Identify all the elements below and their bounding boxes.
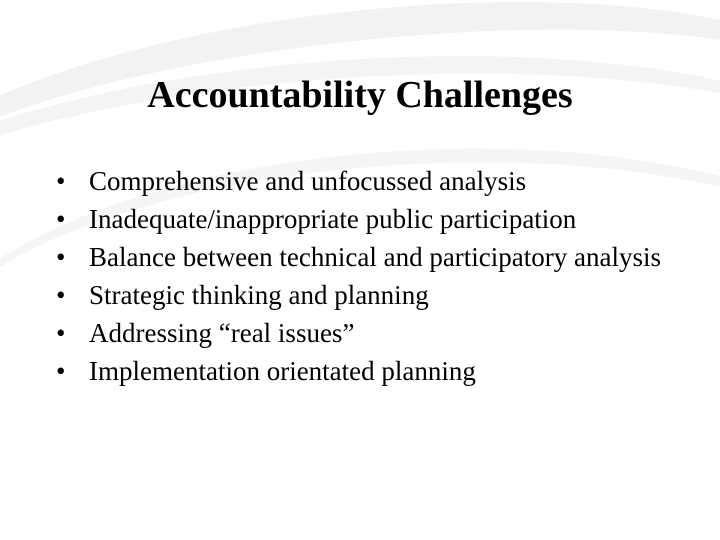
bullet-item [56, 276, 676, 314]
bullet-item [56, 238, 676, 276]
bullet-icon: • [56, 204, 66, 234]
bullet-item [56, 352, 676, 390]
bullet-icon: • [56, 280, 66, 310]
bullet-text: Strategic thinking and planning [89, 280, 429, 310]
bullet-text: Implementation orientated planning [89, 356, 476, 386]
bullet-text: Comprehensive and unfocussed analysis [89, 166, 527, 196]
bullet-item [56, 314, 676, 352]
bullet-icon: • [56, 356, 66, 386]
bullet-item [56, 162, 676, 200]
bullet-text: Balance between technical and participatory analysis [89, 242, 661, 272]
slide-title: Accountability Challenges [147, 74, 573, 116]
bullet-list [56, 162, 676, 390]
bullet-text: Inadequate/inappropriate public participation [89, 204, 577, 234]
bullet-icon: • [56, 318, 66, 348]
bullet-icon: • [56, 166, 66, 196]
bullet-text: Addressing “real issues” [89, 318, 355, 348]
bullet-item [56, 200, 676, 238]
bullet-icon: • [56, 242, 66, 272]
